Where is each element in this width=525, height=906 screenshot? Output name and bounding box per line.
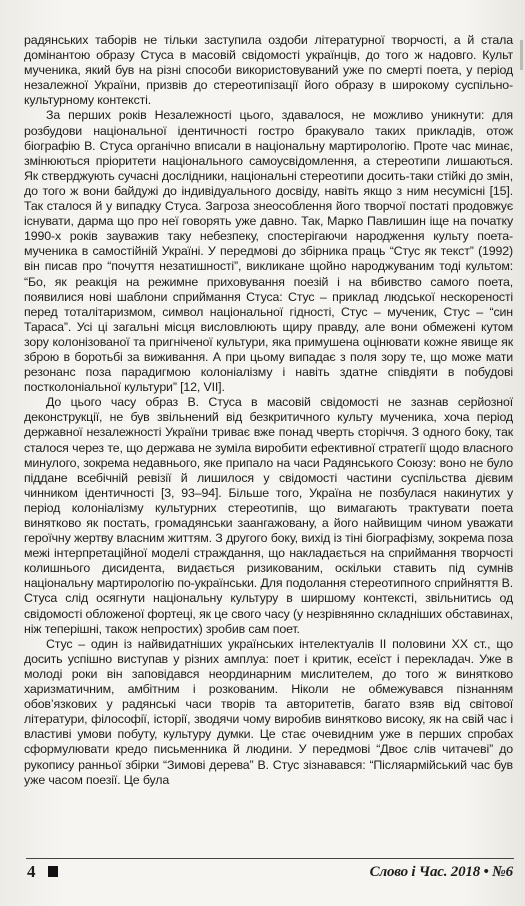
paragraph: За перших років Незалежності цього, здавалося, не можливо уникнути: для розбудови національної ідентичності гостро бракувало таких прикладів, отож біографію В. Стуса органічно вписали в національну мартирологію. Проте час минає, змінюються пріоритети національного самоусвідомлення, а стереотипи лишаються. Як стверджують сучасні дослідники, національні стереотипи досить-таки стійкі до змін, до того ж вони байдужі до індивідуального досвіду, навіть якщо з ним несумісні [15]. Так сталося й у випадку Стуса. Загроза знеособлення його творчої постаті продовжує існувати, дарма що про неї говорять уже давно. Так, Марко Павлишин іще на початку 1990-х років зауважив таку небезпеку, спостерігаючи народження культу поета-мученика в самостійній Україні. У передмові до збірника праць “Стус як текст” (1992) він писав про “почуття незатишності”, викликане щойно народжуваним тоді культом: “Бо, як реакція на режимне приховування поезій і на вбивство самого поета, появилися нові шаблони сприймання Стуса: Стус – приклад людської нескореності перед тоталітаризмом, символ національної гідності, Стус – мученик, Стус – “син Тараса”. Усі ці загальні місця висловлюють щиру правду, але вони обмежені кутом зору колонізованої та пригніченої культури, яка примушена оцінювати кожне явище як зброю в боротьбі за виживання. А при цьому випадає з поля зору те, що може мати резонанс поза парадигмою колоніалізму і навіть здатне співдіяти в побудові постколоніальної культури” [12, VII].	[24, 108, 513, 395]
paragraph: Стус – один із найвидатніших українських інтелектуалів ІІ половини ХХ ст., що досить успішно виступав у різних амплуа: поет і критик, есеїст і перекладач. Уже в молоді роки він заповідався неординарним мислителем, до того ж винятково харизматичним, амбітним і розкованим. Ніколи не обмежувався пізнанням обов’язкових у радянські часи творів та авторитетів, багато взяв від світової літератури, філософії, історії, зводячи чому виробив винятково високу, як на свій час і властиві умови побуту, культуру думки. Це стає очевидним уже в перших спробах сформулювати кредо письменника й людини. У передмові “Двоє слів читачеві” до рукопису ранньої збірки “Зимові дерева” В. Стус зізнавався: “Післяармійський час був уже часом поезії. Це була	[24, 636, 513, 787]
journal-running-footer: Слово і Час. 2018 • №6	[369, 864, 513, 880]
paragraph-continued: радянських таборів не тільки заступила оздоби літературної творчості, а й стала домінантою образу Стуса в масовій свідомості українців, до того ж надовго. Культ мученика, який був на різні способи використовуваний уже по смерті поета, у період незалежної України, призвів до стереотипізації його образу в широкому суспільно-культурному контексті.	[24, 33, 513, 108]
footer-rule	[26, 858, 514, 859]
page-marker-square-icon	[48, 866, 58, 877]
article-body	[24, 33, 513, 788]
paragraph: До цього часу образ В. Стуса в масовій свідомості не зазнав серйозної деконструкції, не був звільнений від безкритичного культу мученика, хоча період державної незалежності України триває вже понад чверть сторіччя. З одного боку, так сталося через те, що держава не зуміла виробити ефективної стратегії щодо власного минулого, зокрема недавнього, яке припало на часи Радянського Союзу: воно не було піддане всебічній ревізії й лишилося у свідомості частини суспільства дієвим чинником ідентичності [3, 93–94]. Більше того, Україна не позбулася накинутих у період колоніалізму культурних стереотипів, що вимагають трактувати поета винятково як постать, громадянськи заангажовану, а його найвищим чином уважати героїчну жертву власним життям. З другого боку, вихід із тіні біографізму, зокрема поза межі інтерпретаційної моделі страждання, що накладається на сприймання творчості колишнього дисидента, видається ризикованим, оскільки ставить під сумнів національну мартирологію по-українськи. Для подолання стереотипного сприйняття В. Стуса слід осягнути національну культуру в ширшому контексті, звільнитись од свідомості обложеної фортеці, як це свого часу (у незрівнянно складніших обставинах, ніж теперішні, також непростих) зробив сам поет.	[24, 395, 513, 636]
page-number: 4	[27, 862, 36, 881]
scan-edge-shadow	[520, 40, 523, 70]
